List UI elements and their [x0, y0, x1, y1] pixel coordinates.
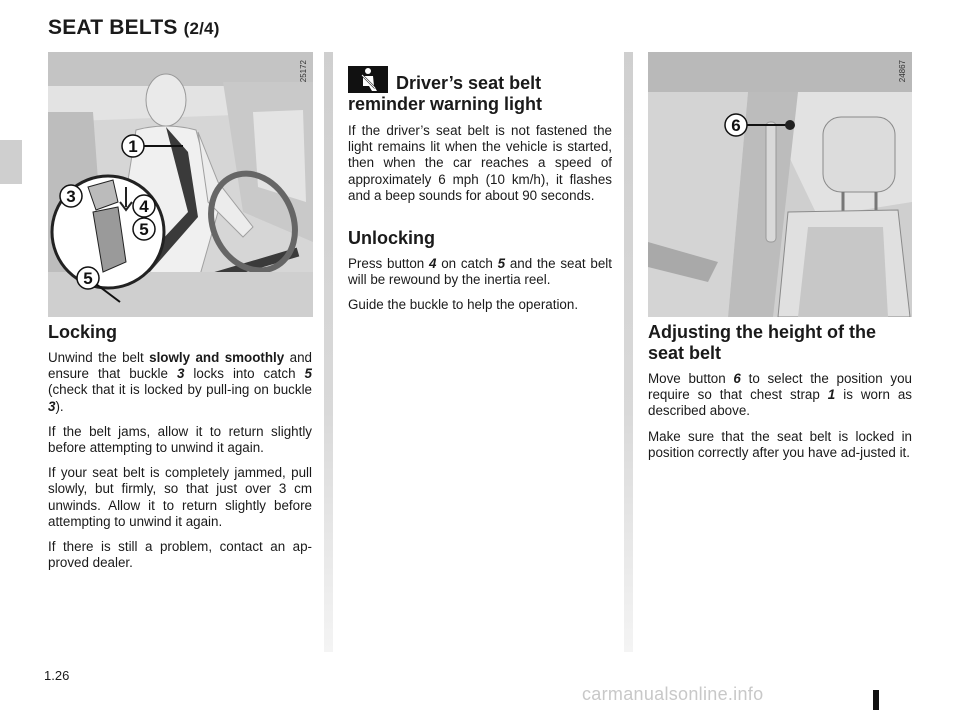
unlocking-paragraph-2: Guide the buckle to help the operation.: [348, 297, 579, 313]
page-number: 1.26: [44, 668, 70, 683]
reminder-heading-line-1: Driver’s seat belt: [396, 73, 542, 93]
adjusting-section: [648, 322, 912, 470]
text-run: (check that it is locked by pull-ing on buckle: [48, 382, 312, 398]
text-run: and ensure that buckle: [48, 350, 312, 382]
figure-code-left: 25172: [299, 60, 308, 83]
adjusting-paragraph-1: [648, 371, 912, 420]
column-divider-1: [324, 52, 333, 652]
reminder-heading: [348, 66, 612, 115]
corner-mark: [873, 690, 879, 710]
adjusting-heading: [648, 322, 912, 364]
callout-5-inset: 5: [139, 220, 149, 239]
section-tab: [0, 140, 22, 184]
page-title: [48, 16, 220, 40]
text-run: Press button: [348, 256, 429, 272]
locking-paragraph-1: [48, 350, 312, 415]
text-run: and the seat belt will be rewound by the inertia reel.: [348, 256, 612, 288]
adjusting-figure: [648, 52, 912, 317]
text-run: 3: [48, 398, 56, 414]
text-run: to select the position you require so that chest strap: [648, 371, 912, 403]
locking-paragraph-4: If there is still a problem, contact an ap-proved dealer.: [48, 539, 312, 571]
unlocking-heading: Unlocking: [348, 228, 436, 249]
title-part-number: (2/4): [183, 19, 220, 38]
text-run: 5: [304, 366, 312, 382]
locking-illustration: [48, 52, 313, 317]
text-run: is worn as described above.: [648, 387, 912, 419]
title-text: SEAT BELTS: [48, 16, 178, 39]
text-run: Unwind the belt: [48, 350, 150, 365]
watermark: carmanualsonline.info: [582, 684, 764, 704]
locking-section: [48, 322, 312, 580]
text-run: on catch: [436, 256, 498, 272]
locking-heading: Locking: [48, 322, 118, 342]
reminder-section: [348, 66, 612, 323]
locking-figure: [48, 52, 313, 317]
callout-1: 1: [128, 137, 138, 156]
seat-belt-warning-icon: [348, 66, 388, 93]
adjusting-paragraph-2: Make sure that the seat belt is locked in position correctly after you have ad-justed it.: [648, 428, 912, 460]
text-run: 4: [428, 256, 437, 272]
text-run: 3: [176, 366, 185, 382]
adjusting-heading-line-2: seat belt: [648, 343, 722, 363]
text-run: slowly and smoothly: [149, 350, 285, 365]
text-run: ).: [55, 398, 64, 414]
callout-4: 4: [139, 197, 149, 216]
callout-3: 3: [66, 187, 76, 206]
text-run: 5: [497, 256, 506, 272]
column-divider-2: [624, 52, 633, 652]
callout-6: 6: [731, 116, 741, 135]
figure-code-right: 24867: [898, 60, 907, 83]
locking-paragraph-3: If your seat belt is completely jammed, pull slowly, but firmly, so that just over 3 cm unwinds. Allow it to return slightly before attempting to unwind it again.: [48, 465, 312, 529]
text-run: 6: [733, 371, 741, 386]
adjusting-illustration: [648, 52, 912, 317]
adjusting-heading-line-1: Adjusting the height of the: [648, 322, 876, 342]
unlocking-paragraph-1: [348, 256, 612, 288]
callout-5: 5: [83, 269, 93, 288]
text-run: Move button: [648, 371, 734, 386]
reminder-heading-line-2: reminder warning light: [348, 94, 543, 114]
locking-paragraph-2: If the belt jams, allow it to return slightly before attempting to unwind it again.: [48, 423, 312, 456]
text-run: 1: [827, 387, 836, 403]
reminder-paragraph: If the driver’s seat belt is not fastened the light remains lit when the vehicle is started, then when the car reaches a speed of approximately 6 mph (10 km/h), it flashes and a beep sounds for about 90 seconds.: [348, 123, 612, 203]
text-run: locks into catch: [184, 366, 305, 382]
